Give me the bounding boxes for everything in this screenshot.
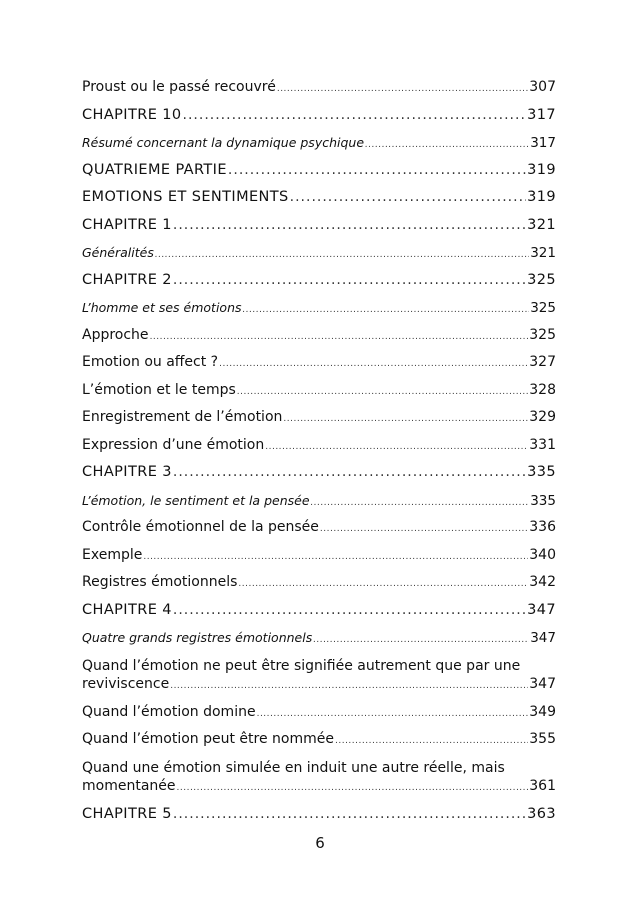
page-number: 6 <box>315 834 325 852</box>
dot-leader <box>365 132 529 160</box>
dot-leader <box>219 351 528 379</box>
toc-entry-page: 347 <box>530 630 556 646</box>
toc-entry-chapitre-5[interactable] <box>82 801 556 829</box>
toc-entry-page: 321 <box>527 216 556 233</box>
toc-entry-title: Emotion ou affect ? <box>82 354 219 370</box>
toc-entry-chapitre-4[interactable] <box>82 597 556 625</box>
table-of-contents <box>82 74 556 828</box>
toc-entry-page: 321 <box>530 245 556 261</box>
toc-entry-page: 319 <box>527 161 556 178</box>
toc-entry-chapitre-1[interactable] <box>82 212 556 240</box>
dot-leader <box>238 571 528 599</box>
dot-leader <box>155 242 529 270</box>
toc-entry-proust[interactable] <box>82 74 556 102</box>
toc-entry-page: 317 <box>527 106 556 123</box>
toc-entry-page: 327 <box>529 354 556 370</box>
dot-leader <box>257 701 529 729</box>
toc-entry-title: Généralités <box>82 245 154 260</box>
toc-entry-line2 <box>82 777 556 801</box>
toc-entry-page: 349 <box>529 703 556 720</box>
toc-entry-title: Expression d’une émotion <box>82 436 265 453</box>
toc-entry-page: 355 <box>529 731 556 747</box>
toc-entry-title: Quand l’émotion domine <box>82 703 256 720</box>
toc-entry-title: Contrôle émotionnel de la pensée <box>82 519 319 535</box>
toc-entry-page: 317 <box>530 135 556 151</box>
toc-entry-page: 307 <box>529 79 556 95</box>
toc-entry-title: Quatre grands registres émotionnels <box>82 630 313 645</box>
toc-entry-emotion-simulee[interactable] <box>82 754 556 801</box>
toc-entry-page: 347 <box>529 675 556 692</box>
toc-entry-title: Proust ou le passé recouvré <box>82 79 276 95</box>
toc-entry-resume[interactable] <box>82 129 556 157</box>
toc-entry-enregistrement[interactable] <box>82 404 556 432</box>
dot-leader <box>173 597 526 625</box>
toc-entry-registres[interactable] <box>82 569 556 597</box>
dot-leader <box>243 297 530 325</box>
dot-leader <box>177 779 529 797</box>
toc-entry-title: CHAPITRE 2 <box>82 271 172 288</box>
dot-leader <box>265 434 528 462</box>
toc-entry-title: Registres émotionnels <box>82 574 238 590</box>
dot-leader <box>183 102 527 130</box>
toc-entry-title: Résumé concernant la dynamique psychique <box>82 135 365 150</box>
dot-leader <box>173 801 526 829</box>
dot-leader <box>170 677 528 695</box>
dot-leader <box>228 157 526 185</box>
toc-entry-title-line2: momentanée <box>82 777 176 794</box>
dot-leader <box>313 627 529 655</box>
toc-entry-title: CHAPITRE 5 <box>82 805 172 822</box>
toc-entry-page: 342 <box>529 574 556 590</box>
toc-entry-title-line1: Quand une émotion simulée en induit une autre réelle, mais <box>82 759 505 776</box>
toc-entry-title: Exemple <box>82 546 143 563</box>
toc-entry-emotion-affect[interactable] <box>82 349 556 377</box>
toc-entry-page: 335 <box>530 492 556 509</box>
toc-entry-emotion-temps[interactable] <box>82 377 556 405</box>
toc-entry-title: EMOTIONS ET SENTIMENTS <box>82 189 289 205</box>
toc-entry-title-line1: Quand l’émotion ne peut être signifiée autrement que par une <box>82 657 521 674</box>
toc-entry-quatrieme-partie[interactable] <box>82 157 556 185</box>
toc-entry-line2 <box>82 675 556 699</box>
dot-leader <box>320 516 528 544</box>
toc-entry-controle[interactable] <box>82 514 556 542</box>
toc-entry-reviviscence[interactable] <box>82 652 556 699</box>
dot-leader <box>311 490 530 518</box>
dot-leader <box>283 406 528 434</box>
toc-entry-expression[interactable] <box>82 432 556 460</box>
toc-entry-emotion-sentiment-pensee[interactable] <box>82 487 556 515</box>
toc-entry-page: 325 <box>530 300 556 316</box>
toc-entry-title: CHAPITRE 1 <box>82 216 172 233</box>
toc-entry-page: 336 <box>529 519 556 535</box>
toc-entry-chapitre-3[interactable] <box>82 459 556 487</box>
toc-entry-title-line2: reviviscence <box>82 675 170 692</box>
toc-entry-title: Approche <box>82 326 149 343</box>
dot-leader <box>173 459 526 487</box>
toc-entry-title: CHAPITRE 4 <box>82 601 172 618</box>
toc-entry-exemple[interactable] <box>82 542 556 570</box>
toc-entry-title: Quand l’émotion peut être nommée <box>82 731 334 747</box>
toc-entry-quatre-registres[interactable] <box>82 624 556 652</box>
toc-entry-page: 329 <box>529 409 556 425</box>
dot-leader <box>173 212 526 240</box>
toc-entry-title: L’homme et ses émotions <box>82 300 242 315</box>
dot-leader <box>143 544 528 572</box>
toc-entry-homme-emotions[interactable] <box>82 294 556 322</box>
toc-entry-page: 325 <box>527 271 556 288</box>
toc-entry-title: Enregistrement de l’émotion <box>82 409 283 425</box>
toc-entry-page: 325 <box>529 326 556 343</box>
toc-entry-page: 340 <box>529 546 556 563</box>
dot-leader <box>290 184 526 212</box>
toc-entry-generalites[interactable] <box>82 239 556 267</box>
dot-leader <box>150 324 529 352</box>
toc-entry-approche[interactable] <box>82 322 556 350</box>
toc-entry-page: 347 <box>527 601 556 618</box>
toc-entry-emotion-domine[interactable] <box>82 699 556 727</box>
toc-entry-page: 335 <box>527 464 556 480</box>
toc-entry-title: L’émotion, le sentiment et la pensée <box>82 492 310 508</box>
toc-entry-page: 319 <box>527 189 556 205</box>
toc-entry-title: CHAPITRE 3 <box>82 464 172 480</box>
toc-entry-title: L’émotion et le temps <box>82 381 236 398</box>
dot-leader <box>173 267 526 295</box>
dot-leader <box>277 76 528 104</box>
toc-entry-page: 328 <box>529 381 556 398</box>
toc-entry-chapitre-10[interactable] <box>82 102 556 130</box>
dot-leader <box>237 379 529 407</box>
toc-entry-emotions-sentiments[interactable] <box>82 184 556 212</box>
dot-leader <box>335 728 528 756</box>
toc-entry-emotion-nommee[interactable] <box>82 726 556 754</box>
toc-entry-page: 331 <box>529 436 556 453</box>
toc-entry-title: CHAPITRE 10 <box>82 106 182 123</box>
toc-entry-chapitre-2[interactable] <box>82 267 556 295</box>
toc-entry-title: QUATRIEME PARTIE <box>82 161 227 178</box>
toc-entry-page: 361 <box>529 777 556 794</box>
toc-entry-page: 363 <box>527 805 556 822</box>
